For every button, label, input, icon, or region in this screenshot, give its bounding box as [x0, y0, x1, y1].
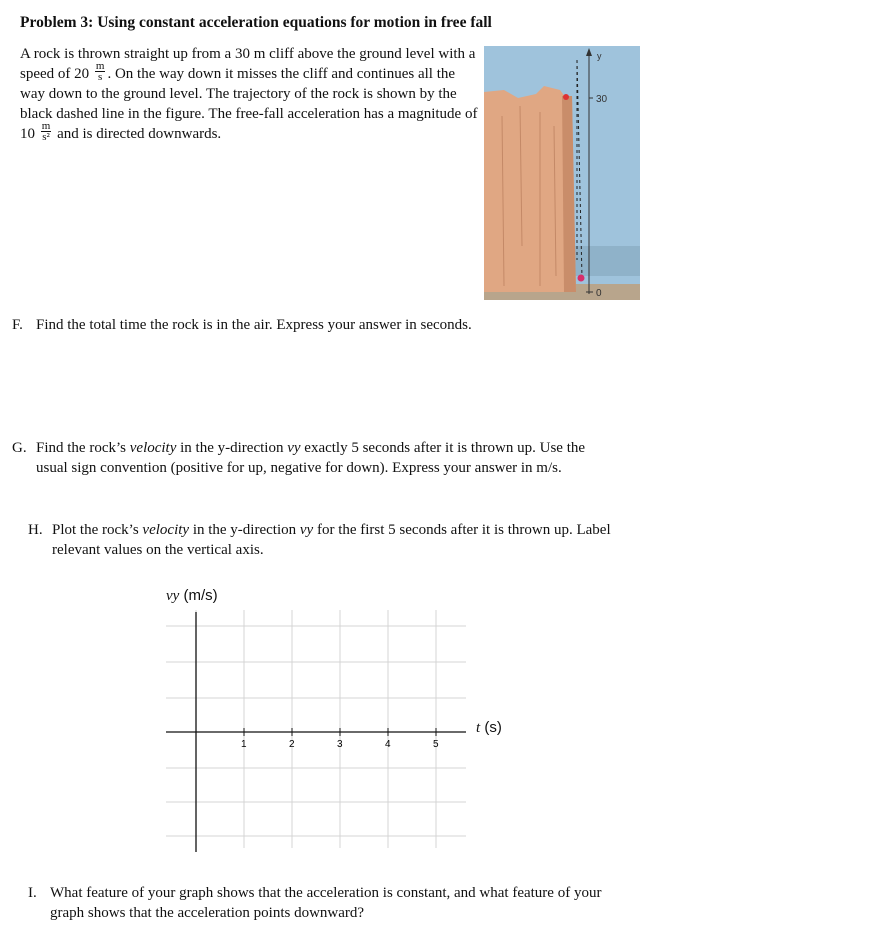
question-i-text: What feature of your graph shows that the acceleration is constant, and what feature of your graph shows that the acceleration points downward? — [50, 885, 602, 921]
question-i-label: I. — [28, 885, 37, 901]
y-axis-label: y — [597, 51, 602, 61]
x-tick-4: 4 — [385, 739, 391, 750]
problem-title: Problem 3: Using constant acceleration equations for motion in free fall — [20, 14, 492, 31]
velocity-emphasis: velocity — [129, 440, 177, 456]
unit-m-per-s2: $\frac{m}{\text{s²}}$ — [41, 120, 51, 144]
question-g: G. Find the rock’s velocity in the y-direction vy exactly 5 seconds after it is thrown up. Use the usual sign convention (positive for up, negative for down). Express your answer in m/s. — [12, 440, 586, 476]
question-g-label: G. — [12, 440, 27, 456]
intro-part3: and is directed downwards. — [57, 126, 222, 142]
x-tick-5: 5 — [433, 739, 439, 750]
blank-graph[interactable] — [160, 604, 480, 856]
graph-x-label: t (s) — [476, 719, 502, 736]
intro-part1: A rock is thrown straight up from a 30 m cliff above the ground level with a speed of 20 — [20, 46, 476, 82]
rock-icon — [578, 275, 585, 282]
ground-label: 0 — [596, 288, 602, 299]
intro-part2: . On the way down it misses the cliff and continues all the way down to the ground level. The trajectory of the rock is shown by the black dashed line in the figure. The free-fall acceleration has a magnitude of 10 — [20, 66, 478, 142]
x-tick-1: 1 — [241, 739, 247, 750]
x-tick-2: 2 — [289, 739, 295, 750]
question-f-text: Find the total time the rock is in the air. Express your answer in seconds. — [36, 317, 472, 333]
cliff-figure — [484, 46, 640, 300]
question-f — [12, 315, 632, 335]
unit-m-per-s: $\frac{m}{s}$ — [95, 60, 105, 84]
problem-intro — [20, 44, 480, 144]
velocity-emphasis: velocity — [142, 522, 190, 538]
x-tick-3: 3 — [337, 739, 343, 750]
graph-y-label: vy (m/s) — [166, 587, 218, 604]
graph-grid-vertical — [196, 610, 436, 848]
graph-grid-horizontal — [166, 626, 466, 836]
question-f-label: F. — [12, 317, 23, 333]
vy-symbol: vy — [287, 440, 301, 456]
question-h-label: H. — [28, 522, 43, 538]
person-icon — [563, 94, 569, 100]
question-h: H. Plot the rock’s velocity in the y-direction vy for the first 5 seconds after it is thrown up. Label relevant values on the vertical axis. — [28, 522, 611, 558]
question-i — [28, 883, 628, 923]
height-label: 30 — [596, 94, 608, 105]
cliff — [484, 86, 576, 292]
vy-symbol: vy — [299, 522, 314, 538]
